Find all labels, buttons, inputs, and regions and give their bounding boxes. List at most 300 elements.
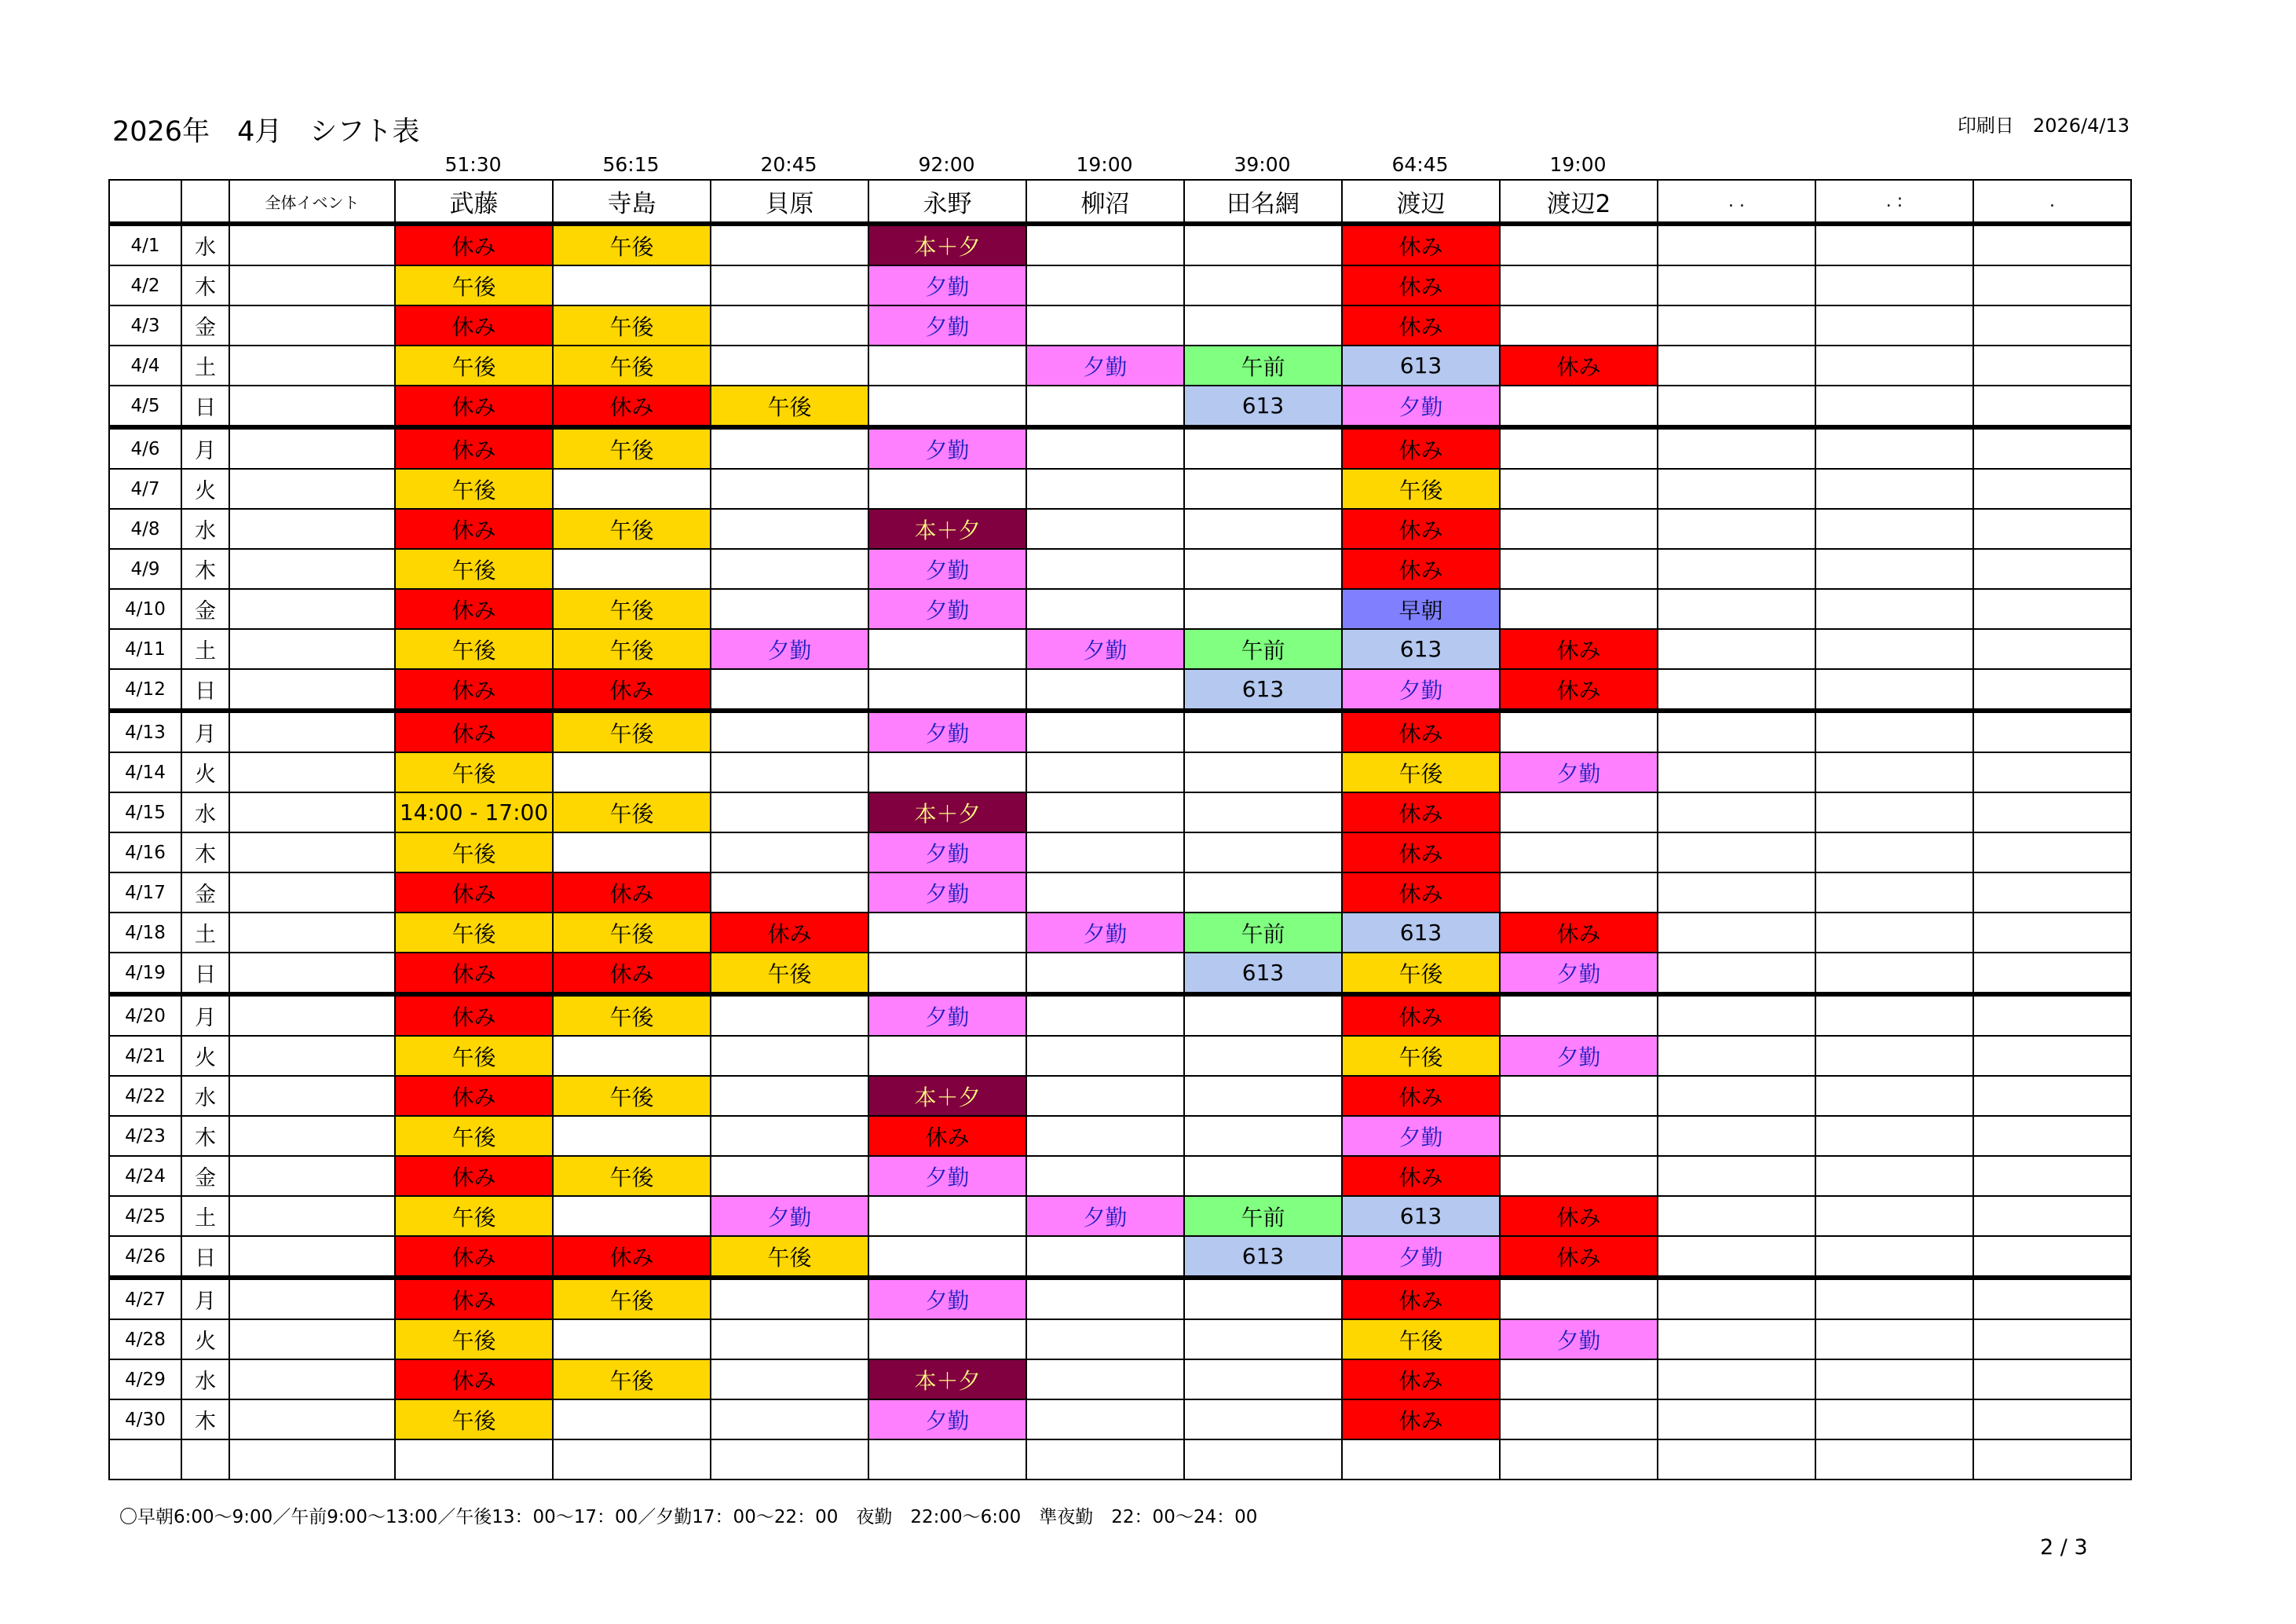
date-cell: 4/7 [109,469,181,509]
shift-cell: 本＋夕 [868,509,1026,549]
weekday-cell: 日 [181,953,229,994]
shift-cell: 休み [553,872,711,913]
shift-cell: 夕勤 [868,1399,1026,1439]
shift-cell [1973,1156,2131,1196]
table-row [109,872,2131,913]
shift-cell [1815,832,1973,872]
shift-cell [1184,305,1342,346]
shift-cell [1026,832,1184,872]
shift-cell [1026,1116,1184,1156]
event-cell [229,1236,395,1278]
shift-cell: 夕勤 [1500,1036,1658,1076]
table-row [109,1399,2131,1439]
shift-cell [1184,832,1342,872]
table-row [109,1236,2131,1278]
weekday-header [181,180,229,224]
shift-cell [1815,1236,1973,1278]
date-cell: 4/10 [109,589,181,629]
shift-cell [868,386,1026,427]
shift-cell [711,224,868,265]
shift-cell [1973,752,2131,792]
shift-cell: 14:00 - 17:00 [395,792,553,832]
date-cell: 4/16 [109,832,181,872]
shift-cell [1973,1076,2131,1116]
shift-cell [553,832,711,872]
shift-cell [1500,872,1658,913]
shift-cell [1815,549,1973,589]
shift-cell [1026,792,1184,832]
weekday-cell: 木 [181,1399,229,1439]
event-cell [229,994,395,1036]
shift-cell [711,1359,868,1399]
shift-cell [1500,1399,1658,1439]
shift-cell [868,1439,1026,1480]
weekday-cell: 月 [181,994,229,1036]
shift-cell [1026,752,1184,792]
table-row [109,346,2131,386]
date-cell: 4/8 [109,509,181,549]
shift-cell: 休み [1342,792,1500,832]
shift-cell [1500,589,1658,629]
shift-cell: 午前 [1184,629,1342,669]
shift-cell: 午後 [553,913,711,953]
table-row [109,1439,2131,1480]
shift-cell: 613 [1184,953,1342,994]
staff-total-hours: 92:00 [918,153,975,176]
event-cell [229,1156,395,1196]
shift-cell [1973,1359,2131,1399]
shift-cell: 午後 [553,589,711,629]
table-row [109,629,2131,669]
shift-cell: 夕勤 [1500,953,1658,994]
date-cell [109,1439,181,1480]
shift-cell: 休み [868,1116,1026,1156]
shift-cell [1026,1156,1184,1196]
event-cell [229,953,395,994]
shift-cell: 夕勤 [1026,629,1184,669]
weekday-cell: 水 [181,792,229,832]
weekday-cell: 水 [181,509,229,549]
shift-cell: 休み [395,1236,553,1278]
shift-cell [1973,1116,2131,1156]
table-row [109,994,2131,1036]
date-cell: 4/20 [109,994,181,1036]
weekday-cell: 金 [181,305,229,346]
shift-cell [1973,509,2131,549]
weekday-cell: 金 [181,589,229,629]
shift-cell: 午後 [553,1156,711,1196]
shift-cell [1026,994,1184,1036]
shift-cell [1500,1359,1658,1399]
shift-cell [1500,1278,1658,1319]
weekday-cell: 火 [181,1036,229,1076]
shift-cell [711,265,868,305]
shift-cell: 午後 [711,386,868,427]
date-cell: 4/11 [109,629,181,669]
shift-cell [1815,1439,1973,1480]
shift-cell [1815,469,1973,509]
shift-cell [1184,427,1342,469]
shift-cell: 午後 [553,427,711,469]
shift-cell [1500,224,1658,265]
shift-cell: 午後 [553,994,711,1036]
shift-cell: 夕勤 [711,1196,868,1236]
shift-cell: 午後 [395,1116,553,1156]
weekday-cell: 水 [181,224,229,265]
table-row [109,224,2131,265]
shift-cell: 休み [553,669,711,711]
shift-cell [395,1439,553,1480]
shift-cell [1184,549,1342,589]
shift-cell [1184,1319,1342,1359]
shift-cell: 休み [395,994,553,1036]
event-cell [229,346,395,386]
shift-cell [1184,994,1342,1036]
shift-cell: 休み [395,1076,553,1116]
weekday-cell: 土 [181,629,229,669]
date-cell: 4/30 [109,1399,181,1439]
event-cell [229,1116,395,1156]
shift-cell [1500,509,1658,549]
staff-header: . [1973,180,2131,224]
shift-cell [1815,1116,1973,1156]
shift-cell [1026,224,1184,265]
shift-cell: 夕勤 [868,305,1026,346]
date-cell: 4/14 [109,752,181,792]
shift-cell: 休み [711,913,868,953]
staff-header: 渡辺 [1342,180,1500,224]
shift-cell: 午後 [711,1236,868,1278]
shift-cell: 午後 [553,224,711,265]
shift-cell [868,629,1026,669]
weekday-cell: 火 [181,752,229,792]
table-row [109,711,2131,752]
event-cell [229,1036,395,1076]
shift-cell [1026,427,1184,469]
shift-cell [1973,1196,2131,1236]
shift-cell [1658,509,1815,549]
shift-cell [1973,1439,2131,1480]
shift-cell [1184,1156,1342,1196]
shift-cell [1500,305,1658,346]
shift-cell: 休み [1342,1359,1500,1399]
event-cell [229,427,395,469]
shift-cell [711,1036,868,1076]
shift-cell [553,752,711,792]
shift-cell: 午後 [1342,1319,1500,1359]
shift-cell: 本＋夕 [868,224,1026,265]
shift-cell [1026,1439,1184,1480]
shift-cell [711,1076,868,1116]
shift-cell [1973,1319,2131,1359]
shift-cell [1184,1439,1342,1480]
shift-cell [1973,872,2131,913]
shift-cell [1658,752,1815,792]
table-row [109,752,2131,792]
table-row [109,669,2131,711]
shift-cell [1026,549,1184,589]
weekday-cell: 日 [181,1236,229,1278]
table-row [109,1156,2131,1196]
shift-cell [1973,1399,2131,1439]
shift-cell [1184,1076,1342,1116]
shift-cell: 午後 [395,549,553,589]
table-row [109,1196,2131,1236]
shift-cell [711,509,868,549]
staff-total-hours: 20:45 [760,153,817,176]
shift-cell [1815,629,1973,669]
shift-cell: 夕勤 [868,1278,1026,1319]
shift-cell [1815,265,1973,305]
shift-cell [1658,1359,1815,1399]
date-cell: 4/9 [109,549,181,589]
shift-cell [1973,265,2131,305]
shift-cell [1815,872,1973,913]
staff-header: 渡辺2 [1500,180,1658,224]
shift-cell [1973,1278,2131,1319]
date-cell: 4/1 [109,224,181,265]
table-row [109,1278,2131,1319]
shift-cell [1815,953,1973,994]
shift-cell [1815,752,1973,792]
weekday-cell: 火 [181,1319,229,1359]
shift-cell: 休み [1342,509,1500,549]
event-cell [229,1278,395,1319]
shift-cell [1342,1439,1500,1480]
shift-cell [1026,711,1184,752]
shift-cell: 夕勤 [868,589,1026,629]
shift-cell [1815,1278,1973,1319]
date-cell: 4/29 [109,1359,181,1399]
staff-header: . . [1658,180,1815,224]
table-row [109,1076,2131,1116]
table-row [109,305,2131,346]
weekday-cell: 土 [181,913,229,953]
event-cell [229,792,395,832]
table-row [109,549,2131,589]
shift-cell [1500,1439,1658,1480]
table-row [109,1036,2131,1076]
shift-cell [1815,1156,1973,1196]
shift-cell [1658,1439,1815,1480]
shift-cell [1184,752,1342,792]
shift-cell [711,1116,868,1156]
shift-cell [1184,711,1342,752]
shift-cell [1658,1156,1815,1196]
date-cell: 4/19 [109,953,181,994]
shift-cell: 休み [395,386,553,427]
date-cell: 4/15 [109,792,181,832]
shift-cell: 休み [1342,1076,1500,1116]
shift-cell [711,994,868,1036]
weekday-cell: 金 [181,872,229,913]
shift-cell [711,589,868,629]
table-row [109,589,2131,629]
shift-cell: 613 [1184,1236,1342,1278]
shift-cell [1815,1036,1973,1076]
weekday-cell: 土 [181,1196,229,1236]
shift-cell: 613 [1184,386,1342,427]
shift-cell: 613 [1342,629,1500,669]
shift-cell: 夕勤 [868,872,1026,913]
print-date: 印刷日 2026/4/13 [1957,115,2130,137]
staff-total-hours: 51:30 [444,153,502,176]
shift-cell [1658,792,1815,832]
shift-cell [711,1439,868,1480]
shift-cell: 休み [1500,913,1658,953]
shift-cell: 休み [1500,1196,1658,1236]
shift-cell: 休み [1342,872,1500,913]
shift-cell: 休み [395,1156,553,1196]
shift-cell: 休み [1500,629,1658,669]
shift-cell [1973,469,2131,509]
shift-cell [711,1399,868,1439]
shift-cell [1815,1359,1973,1399]
date-cell: 4/22 [109,1076,181,1116]
event-cell [229,469,395,509]
shift-cell: 休み [1342,1156,1500,1196]
shift-cell: 夕勤 [1500,1319,1658,1359]
date-cell: 4/13 [109,711,181,752]
shift-cell [1973,711,2131,752]
shift-cell: 休み [395,509,553,549]
event-cell [229,265,395,305]
date-cell: 4/6 [109,427,181,469]
shift-cell [1184,265,1342,305]
shift-cell [553,1399,711,1439]
shift-cell: 午後 [1342,1036,1500,1076]
shift-cell [711,872,868,913]
shift-cell [711,1156,868,1196]
shift-cell [868,752,1026,792]
shift-cell [1026,872,1184,913]
shift-cell: 午前 [1184,913,1342,953]
shift-cell: 休み [1342,224,1500,265]
shift-cell [1026,509,1184,549]
shift-cell: 午後 [395,1319,553,1359]
shift-cell [1500,994,1658,1036]
event-cell [229,1319,395,1359]
shift-cell [1973,305,2131,346]
shift-cell [1973,953,2131,994]
event-cell [229,832,395,872]
shift-cell [1500,1156,1658,1196]
date-cell: 4/3 [109,305,181,346]
shift-cell: 休み [553,1236,711,1278]
event-header: 全体イベント [229,180,395,224]
shift-cell [711,669,868,711]
staff-header: . : [1815,180,1973,224]
shift-cell [1500,549,1658,589]
shift-cell [1184,872,1342,913]
date-cell: 4/23 [109,1116,181,1156]
shift-cell [1658,549,1815,589]
shift-cell [1026,1278,1184,1319]
shift-cell: 613 [1342,1196,1500,1236]
shift-cell [1026,669,1184,711]
shift-cell: 夕勤 [868,265,1026,305]
shift-cell [1184,792,1342,832]
shift-cell [1500,386,1658,427]
shift-cell: 休み [1342,305,1500,346]
shift-cell [868,1319,1026,1359]
event-cell [229,872,395,913]
weekday-cell: 日 [181,669,229,711]
shift-cell: 休み [1342,994,1500,1036]
shift-cell: 午後 [1342,953,1500,994]
shift-cell [1815,1196,1973,1236]
weekday-cell: 木 [181,265,229,305]
event-cell [229,711,395,752]
shift-cell [1500,832,1658,872]
staff-header: 貝原 [711,180,868,224]
event-cell [229,1076,395,1116]
shift-cell [1658,427,1815,469]
weekday-cell: 木 [181,1116,229,1156]
event-cell [229,669,395,711]
staff-total-hours: 19:00 [1549,153,1607,176]
shift-cell [711,752,868,792]
shift-cell: 休み [1500,1236,1658,1278]
shift-cell [1026,1076,1184,1116]
staff-header: 寺島 [553,180,711,224]
shift-cell [1500,1076,1658,1116]
shift-cell [868,469,1026,509]
shift-cell [1658,1196,1815,1236]
table-row [109,427,2131,469]
shift-cell: 夕勤 [868,427,1026,469]
shift-cell [1184,1399,1342,1439]
staff-header: 柳沼 [1026,180,1184,224]
table-row [109,832,2131,872]
shift-cell [1658,346,1815,386]
shift-cell [1658,305,1815,346]
shift-cell [1815,589,1973,629]
shift-cell: 613 [1184,669,1342,711]
shift-cell [1184,224,1342,265]
shift-cell [868,346,1026,386]
table-row [109,913,2131,953]
shift-cell: 夕勤 [868,994,1026,1036]
shift-cell: 休み [1342,265,1500,305]
shift-cell [1658,386,1815,427]
shift-cell [711,549,868,589]
shift-cell: 夕勤 [711,629,868,669]
table-row [109,792,2131,832]
shift-cell: 夕勤 [868,832,1026,872]
shift-cell: 休み [1500,346,1658,386]
shift-cell [1026,1036,1184,1076]
shift-cell [1026,305,1184,346]
shift-cell [711,1278,868,1319]
weekday-cell: 月 [181,1278,229,1319]
shift-cell: 午後 [553,792,711,832]
staff-total-hours: 19:00 [1076,153,1133,176]
page-number: 2 / 3 [2040,1535,2088,1560]
shift-cell [711,305,868,346]
shift-cell: 午後 [553,346,711,386]
shift-cell [1658,1036,1815,1076]
event-cell [229,1399,395,1439]
shift-cell: 午後 [395,1036,553,1076]
shift-cell [553,1196,711,1236]
shift-cell [711,792,868,832]
shift-cell: 早朝 [1342,589,1500,629]
shift-cell [711,346,868,386]
shift-cell [711,427,868,469]
shift-cell [1658,1076,1815,1116]
shift-cell: 午後 [553,1278,711,1319]
